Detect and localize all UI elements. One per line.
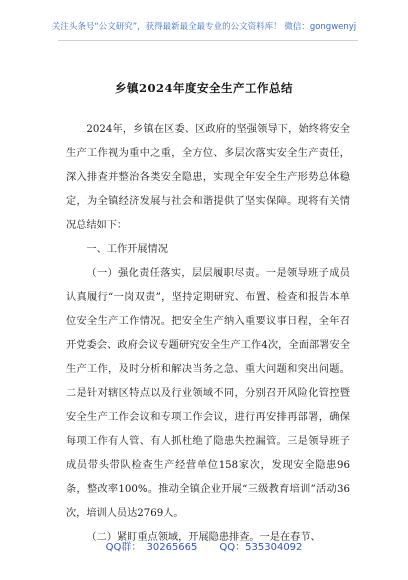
footer-qq: QQ：535304092 [219, 542, 303, 553]
subsection-paragraph-2: （二）紧盯重点领域，开展隐患排查。一是在春节、 [86, 532, 321, 543]
section-heading: 一、工作开展情况 [86, 244, 168, 255]
footer-contact [0, 538, 408, 553]
intro-paragraph: 2024年，乡镇在区委、区政府的坚强领导下，始终将安全生产工作视为重中之重，全方位、多层次落实安全生产责任，深入排查并整治各类安全隐患，实现全年安全生产形势总体稳定，为全镇经济发展与社会和谐提供了坚实保障。现将有关情况总结如下： [66, 124, 350, 231]
footer-qq-group: QQ群： 30265665 [105, 542, 198, 553]
header-divider [58, 40, 358, 41]
document-body [66, 118, 350, 550]
subsection-paragraph-1: （一）强化责任落实，层层履职尽责。一是领导班子成员认真履行“一岗双责”，坚持定期研究、布置、检查和报告本单位安全生产工作情况。把安全生产纳入重要议事日程，全年召开党委会、政府会议专题研究安全生产工作4次，全面部署安全生产工作，及时分析和解决当务之急、重大问题和突出问题。二是针对辖区特点以及行业领域不同，分别召开风险化管控暨安全生产工作会议和专项工作会议，进行再安排再部署，确保每项工作有人管、有人抓杜绝了隐患失控漏管。三是领导班子成员带头带队检查生产经营单位158家次，发现安全隐患96条，整改率100%。推动全镇企业开展“三级教育培训”活动36次，培训人员达2769人。 [66, 268, 350, 519]
document-title: 乡镇2024年度安全生产工作总结 [114, 81, 293, 95]
header-note: 关注头条号“公文研究”，获得最新最全最专业的公文资料库！ 微信：gongwenyj [51, 22, 357, 32]
